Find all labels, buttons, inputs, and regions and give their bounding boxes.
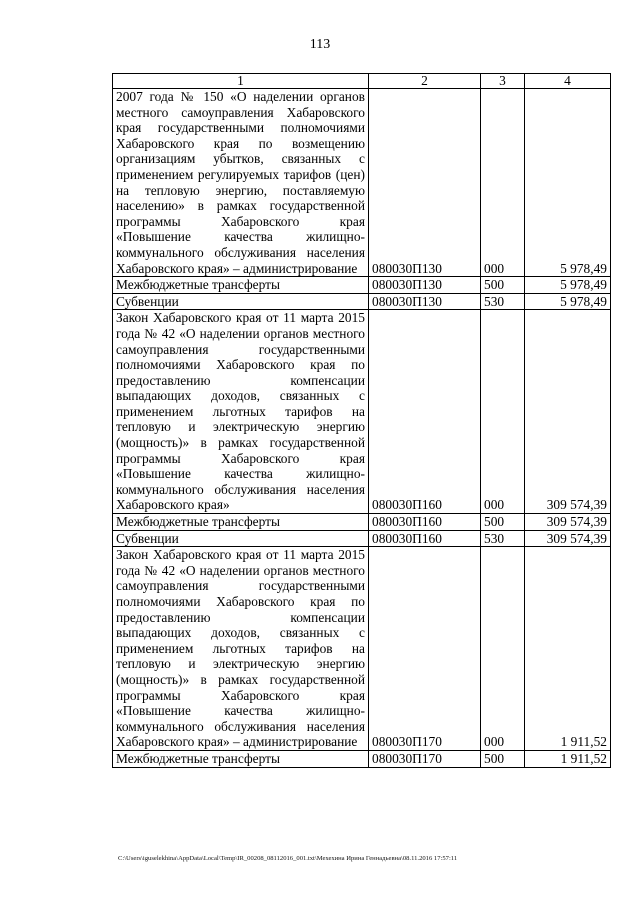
expense-kind-cell: 530 xyxy=(481,293,525,310)
expense-kind-cell: 000 xyxy=(481,89,525,277)
target-code-cell: 080030П160 xyxy=(369,514,481,531)
expense-kind-cell: 000 xyxy=(481,547,525,751)
target-code-cell: 080030П130 xyxy=(369,277,481,294)
table-row xyxy=(113,530,611,547)
expense-kind-cell: 500 xyxy=(481,277,525,294)
header-cell-4: 4 xyxy=(525,74,611,89)
sum-cell: 1 911,52 xyxy=(525,547,611,751)
sum-cell: 309 574,39 xyxy=(525,530,611,547)
table-header-row xyxy=(113,74,611,89)
target-code-cell: 080030П170 xyxy=(369,547,481,751)
header-cell-2: 2 xyxy=(369,74,481,89)
row-name-cell: Межбюджетные трансферты xyxy=(113,277,369,294)
row-name-cell: Субвенции xyxy=(113,530,369,547)
row-name-cell: Закон Хабаровского края от 11 марта 2015 года № 42 «О наделении органов местного самоуправления государственными полномочиями Хабаровского края по предоставлению компенсации выпадающих доходов, связанных с применением льготных тарифов на тепловую и электрическую энергию (мощность)» в рамках государственной программы Хабаровского края «Повышение качества жилищно-коммунального обслуживания населения Хабаровского края» – администрирование xyxy=(113,547,369,751)
table-row xyxy=(113,277,611,294)
row-name-cell: Межбюджетные трансферты xyxy=(113,750,369,767)
target-code-cell: 080030П130 xyxy=(369,89,481,277)
expense-kind-cell: 500 xyxy=(481,750,525,767)
budget-table xyxy=(112,73,611,768)
expense-kind-cell: 500 xyxy=(481,514,525,531)
table-row xyxy=(113,750,611,767)
sum-cell: 309 574,39 xyxy=(525,514,611,531)
target-code-cell: 080030П160 xyxy=(369,310,481,514)
target-code-cell: 080030П130 xyxy=(369,293,481,310)
target-code-cell: 080030П170 xyxy=(369,750,481,767)
sum-cell: 5 978,49 xyxy=(525,277,611,294)
table-row xyxy=(113,547,611,751)
row-name-cell: Межбюджетные трансферты xyxy=(113,514,369,531)
sum-cell: 309 574,39 xyxy=(525,310,611,514)
header-cell-3: 3 xyxy=(481,74,525,89)
table-row xyxy=(113,514,611,531)
expense-kind-cell: 000 xyxy=(481,310,525,514)
table-row xyxy=(113,310,611,514)
row-name-cell: Субвенции xyxy=(113,293,369,310)
header-cell-1: 1 xyxy=(113,74,369,89)
table-row xyxy=(113,293,611,310)
file-path-footer: C:\Users\iguselekhina\AppData\Local\Temp\IR_00208_08112016_001.txt\Мехехина Ирина Геннадьевна\08.11.2016 17:57:11 xyxy=(118,855,458,862)
expense-kind-cell: 530 xyxy=(481,530,525,547)
target-code-cell: 080030П160 xyxy=(369,530,481,547)
sum-cell: 5 978,49 xyxy=(525,89,611,277)
page-number: 113 xyxy=(309,37,331,52)
row-name-cell: Закон Хабаровского края от 11 марта 2015 года № 42 «О наделении органов местного самоуправления государственными полномочиями Хабаровского края по предоставлению компенсации выпадающих доходов, связанных с применением льготных тарифов на тепловую и электрическую энергию (мощность)» в рамках государственной программы Хабаровского края «Повышение качества жилищно-коммунального обслуживания населения Хабаровского края» xyxy=(113,310,369,514)
sum-cell: 5 978,49 xyxy=(525,293,611,310)
row-name-cell: 2007 года № 150 «О наделении органов местного самоуправления Хабаровского края государственными полномочиями Хабаровского края по возмещению организациям убытков, связанных с применением регулируемых тарифов (цен) на тепловую энергию, поставляемую населению» в рамках государственной программы Хабаровского края «Повышение качества жилищно-коммунального обслуживания населения Хабаровского края» – администрирование xyxy=(113,89,369,277)
table-row xyxy=(113,89,611,277)
sum-cell: 1 911,52 xyxy=(525,750,611,767)
